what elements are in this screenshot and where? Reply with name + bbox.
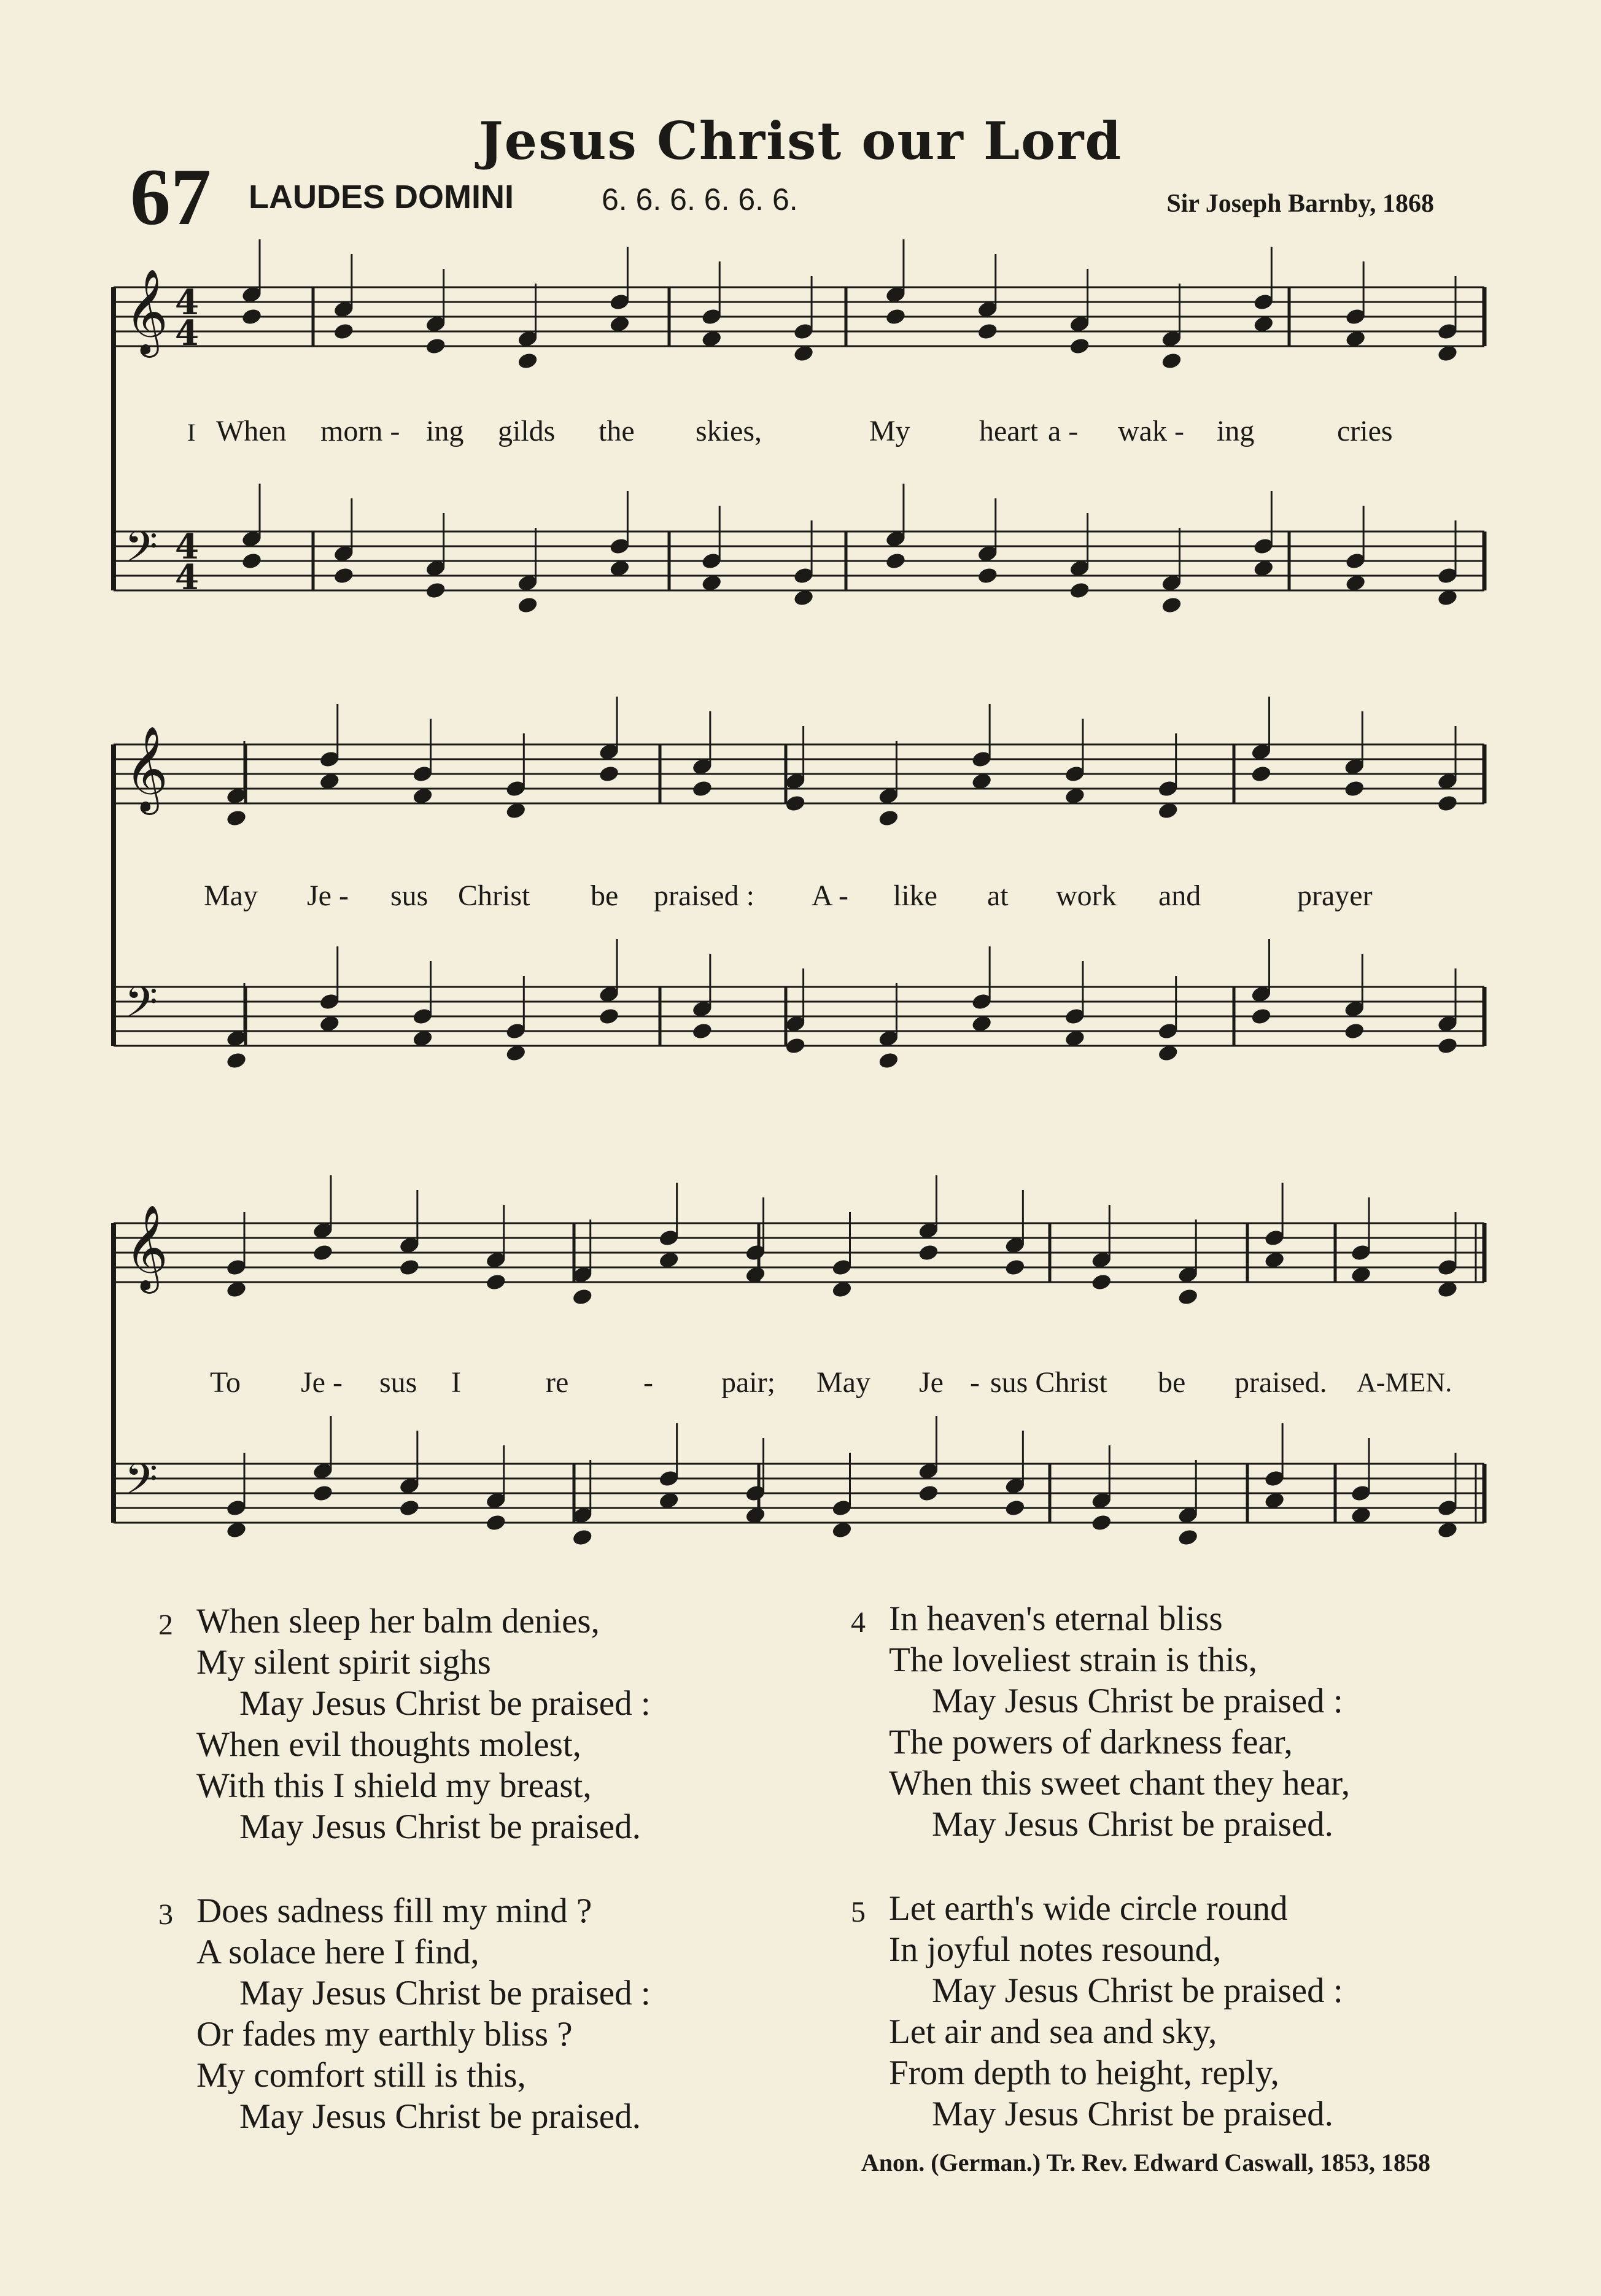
lyric-syllable: When xyxy=(216,415,287,447)
notehead xyxy=(572,1288,594,1307)
notehead xyxy=(241,552,263,571)
notehead xyxy=(1250,1007,1273,1026)
notehead xyxy=(312,1484,334,1503)
lyric-syllable: A-MEN. xyxy=(1357,1367,1452,1397)
stanza-line: May Jesus Christ be praised. xyxy=(932,1805,1333,1844)
notehead xyxy=(1090,1513,1112,1533)
section-title: Jesus Christ our Lord xyxy=(478,110,1123,171)
notehead xyxy=(1161,352,1183,371)
stanza-line: With this I shield my breast, xyxy=(196,1766,592,1805)
stanza-line: In joyful notes resound, xyxy=(889,1930,1222,1969)
stanza-line: Or fades my earthly bliss ? xyxy=(196,2015,573,2054)
stanza-line: From depth to height, reply, xyxy=(889,2054,1279,2092)
notehead xyxy=(572,1528,594,1547)
notehead xyxy=(1069,581,1091,600)
stanza-number: 4 xyxy=(851,1606,866,1639)
lyric-syllable: cries xyxy=(1337,415,1393,447)
lyric-syllable: Je - xyxy=(301,1366,343,1399)
notehead xyxy=(785,794,807,813)
stanza-line: May Jesus Christ be praised : xyxy=(239,1974,651,2012)
notehead xyxy=(1436,794,1459,813)
lyric-syllable: ing xyxy=(1217,415,1255,447)
lyric-syllable: heart xyxy=(979,415,1038,447)
stanza-line: The powers of darkness fear, xyxy=(889,1723,1293,1761)
notehead xyxy=(517,596,539,615)
composer-credit: Sir Joseph Barnby, 1868 xyxy=(1166,190,1434,218)
time-signature-bottom: 4 xyxy=(175,557,199,598)
lyric-syllable: My xyxy=(869,415,910,447)
notehead xyxy=(885,307,907,327)
lyric-syllable: - xyxy=(970,1366,980,1399)
notehead xyxy=(1250,765,1273,784)
notehead xyxy=(1177,1528,1199,1547)
lyric-syllable: To xyxy=(210,1366,241,1399)
notehead xyxy=(485,1273,507,1292)
stanza-line: May Jesus Christ be praised : xyxy=(932,1971,1343,2010)
notehead xyxy=(1004,1258,1026,1277)
lyric-syllable: like xyxy=(893,879,937,912)
notehead xyxy=(885,552,907,571)
stanza-line: May Jesus Christ be praised. xyxy=(239,2097,641,2136)
lyric-syllable: and xyxy=(1158,879,1201,912)
stanza-number: 3 xyxy=(158,1898,173,1931)
time-signature-top: 4 xyxy=(175,282,199,323)
lyric-syllable: pair; xyxy=(721,1366,775,1399)
lyric-syllable: at xyxy=(987,879,1009,912)
notehead xyxy=(785,1037,807,1056)
stanza-3 xyxy=(158,1890,651,2137)
notehead xyxy=(398,1258,421,1277)
stanza-line: May Jesus Christ be praised. xyxy=(239,1807,641,1846)
notehead xyxy=(918,1243,940,1262)
stanza-line: In heaven's eternal bliss xyxy=(889,1599,1223,1638)
lyric-syllable: re xyxy=(546,1366,569,1399)
lyric-syllable: skies, xyxy=(696,415,762,447)
stanza-line: Let air and sea and sky, xyxy=(889,2012,1217,2051)
notehead xyxy=(312,1243,334,1262)
stanza-number: 2 xyxy=(158,1609,173,1641)
lyric-syllable: praised : xyxy=(654,879,754,912)
stanza-line: When this sweet chant they hear, xyxy=(889,1764,1351,1803)
stanza-number: 5 xyxy=(851,1896,866,1928)
lyric-syllable: a - xyxy=(1048,415,1079,447)
stanza-4 xyxy=(851,1598,1351,1845)
notehead xyxy=(225,1051,247,1070)
notehead xyxy=(225,809,247,828)
lyric-syllable: morn - xyxy=(320,415,400,447)
treble-clef-icon: 𝄞 xyxy=(125,269,168,354)
notehead xyxy=(485,1513,507,1533)
notehead xyxy=(878,809,900,828)
time-signature-bottom: 4 xyxy=(175,313,199,354)
lyric-syllable: the xyxy=(599,415,635,447)
notehead xyxy=(241,307,263,327)
notehead xyxy=(1343,1022,1365,1041)
notehead xyxy=(977,566,999,586)
notehead xyxy=(1090,1273,1112,1292)
stanza-line: May Jesus Christ be praised : xyxy=(239,1684,651,1723)
lyric-syllable: ing xyxy=(426,415,464,447)
stanza-line: A solace here I find, xyxy=(196,1933,479,1971)
hymn-number: 67 xyxy=(130,152,211,242)
stanza-line: The loveliest strain is this, xyxy=(889,1641,1258,1679)
notehead xyxy=(517,352,539,371)
notehead xyxy=(1343,779,1365,798)
lyric-syllable: work xyxy=(1056,879,1117,912)
bass-clef-icon: 𝄢 xyxy=(125,1454,158,1514)
lyric-syllable: May xyxy=(204,879,258,912)
stanza-line: May Jesus Christ be praised. xyxy=(932,2095,1333,2133)
meter: 6. 6. 6. 6. 6. 6. xyxy=(602,182,798,217)
treble-clef-icon: 𝄞 xyxy=(125,1205,168,1290)
notehead xyxy=(598,1007,620,1026)
stanza-2 xyxy=(158,1601,651,1847)
notehead xyxy=(878,1051,900,1070)
stanza-line: When sleep her balm denies, xyxy=(196,1602,600,1641)
lyric-syllable: sus Christ xyxy=(990,1366,1107,1399)
stanza-line: My comfort still is this, xyxy=(196,2056,526,2095)
stanza-line: May Jesus Christ be praised : xyxy=(932,1682,1343,1720)
lyric-syllable: wak - xyxy=(1118,415,1184,447)
lyric-syllable: sus xyxy=(379,1366,417,1399)
tune-name: LAUDES DOMINI xyxy=(249,179,514,215)
lyric-syllable: Christ xyxy=(458,879,530,912)
lyric-syllable: be xyxy=(591,879,619,912)
notehead xyxy=(333,322,355,341)
notehead xyxy=(333,566,355,586)
lyric-syllable: prayer xyxy=(1297,879,1373,912)
lyric-syllable: gilds xyxy=(498,415,556,447)
treble-clef-icon: 𝄞 xyxy=(125,726,168,811)
notehead xyxy=(425,581,447,600)
stanza-line: Let earth's wide circle round xyxy=(889,1889,1288,1928)
lyric-syllable: - xyxy=(643,1366,653,1399)
notehead xyxy=(425,337,447,356)
bass-clef-icon: 𝄢 xyxy=(125,977,158,1037)
lyric-syllable: Je - xyxy=(307,879,349,912)
lyric-syllable: May xyxy=(816,1366,870,1399)
lyric-syllable: praised. xyxy=(1235,1366,1327,1399)
stanza-line: Does sadness fill my mind ? xyxy=(196,1892,592,1930)
notehead xyxy=(691,1022,713,1041)
lyric-syllable: A - xyxy=(812,879,848,912)
notehead xyxy=(977,322,999,341)
time-signature-top: 4 xyxy=(175,527,199,567)
notehead xyxy=(598,765,620,784)
stanza-5 xyxy=(851,1888,1343,2135)
lyric-syllable: I xyxy=(451,1366,461,1399)
lyric-syllable: Je xyxy=(919,1366,944,1399)
verse-number: I xyxy=(187,419,196,446)
bass-clef-icon: 𝄢 xyxy=(125,522,158,582)
notehead xyxy=(1069,337,1091,356)
notehead xyxy=(1436,1037,1459,1056)
notehead xyxy=(1177,1288,1199,1307)
stanza-line: My silent spirit sighs xyxy=(196,1643,491,1682)
translation-attribution: Anon. (German.) Tr. Rev. Edward Caswall, 1853, 1858 xyxy=(861,2149,1430,2176)
notehead xyxy=(1004,1499,1026,1518)
notehead xyxy=(918,1484,940,1503)
notehead xyxy=(1161,596,1183,615)
lyric-syllable: sus xyxy=(390,879,428,912)
lyric-syllable: be xyxy=(1158,1366,1186,1399)
notehead xyxy=(691,779,713,798)
notehead xyxy=(398,1499,421,1518)
stanza-line: When evil thoughts molest, xyxy=(196,1725,581,1764)
